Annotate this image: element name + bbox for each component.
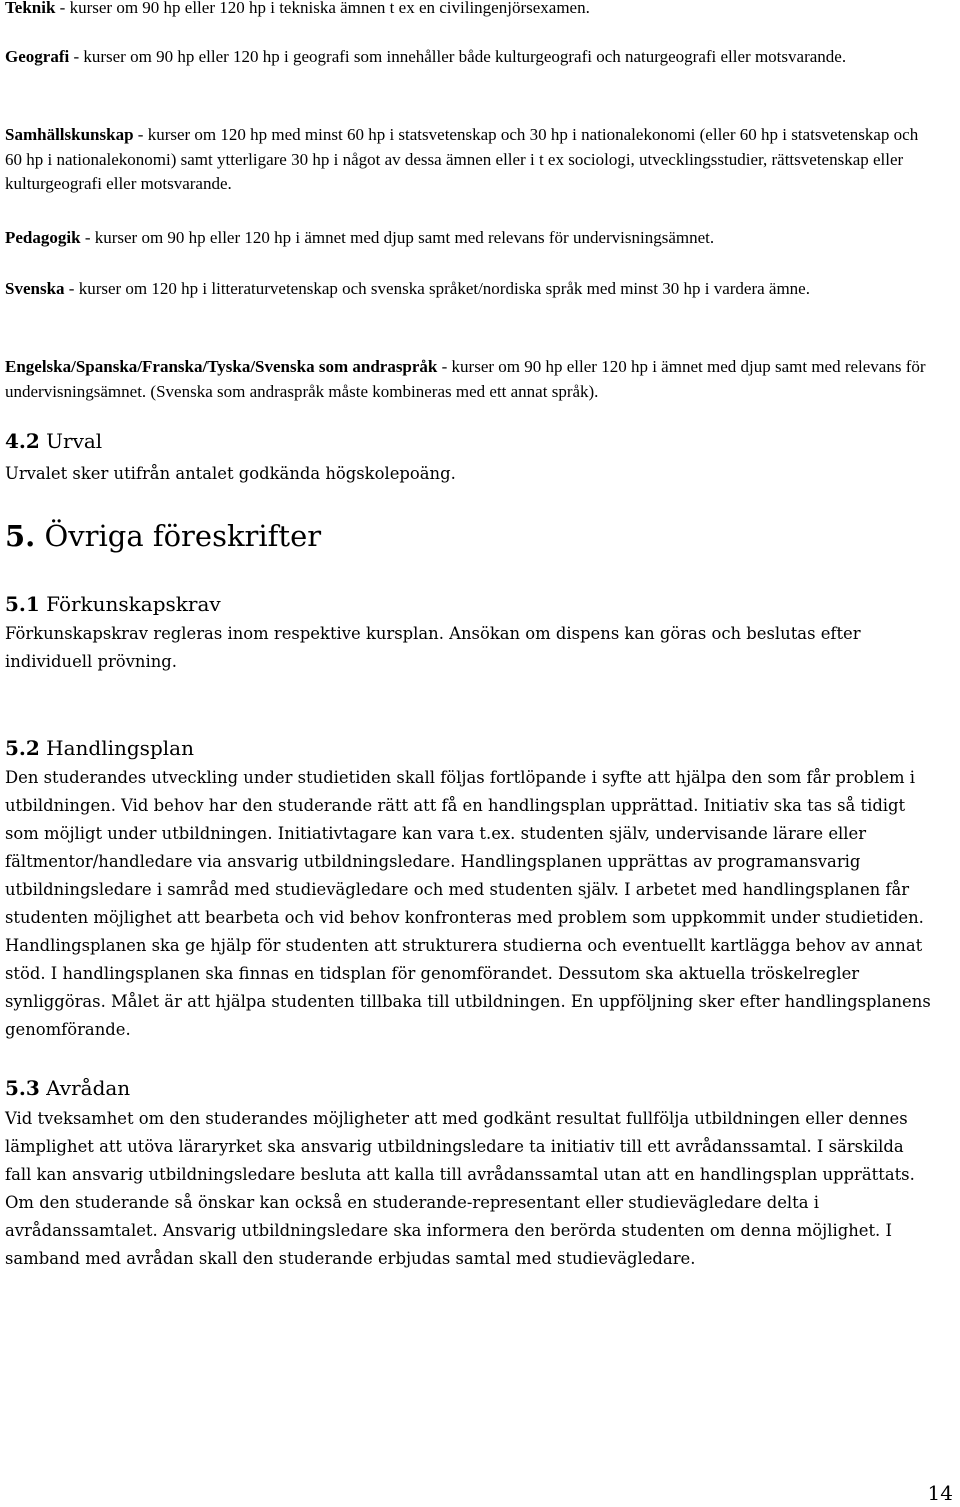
subject-svenska — [5, 277, 935, 302]
subject-name: Samhällskunskap — [5, 125, 134, 144]
section-title: Avrådan — [46, 1076, 131, 1100]
subject-text: - kurser om 120 hp i litteraturvetenskap och svenska språket/nordiska språk med minst 30 hp i vardera ämne. — [64, 279, 810, 298]
section-heading-avradan — [5, 1075, 130, 1101]
urval-text: Urvalet sker utifrån antalet godkända högskolepoäng. — [5, 464, 456, 483]
subject-text: - kurser om 120 hp med minst 60 hp i statsvetenskap och 30 hp i nationalekonomi (eller 60 hp i statsvetenskap och 60 hp i nationalekonomi) samt ytterligare 30 hp i något av dessa ämnen eller i t ex sociologi, utvecklingsstudier, rättsvetenskap eller kulturgeografi eller motsvarande. — [5, 125, 919, 193]
subject-samhallskunskap — [5, 123, 935, 197]
handlingsplan-text: Den studerandes utveckling under studietiden skall följas fortlöpande i syfte att hjälpa den som får problem i utbildningen. Vid behov har den studerande rätt att få en handlingsplan upprättad. Initiativ ska tas så tidigt som möjligt under utbildningen. Initiativtagare kan vara t.ex. studenten själv, undervisande lärare eller fältmentor/handledare via ansvarig utbildningsledare. Handlingsplanen upprättas av programansvarig utbildningsledare i samråd med studievägledare och med studenten själv. I arbetet med handlingsplanen får studenten möjlighet att bearbeta och vid behov konfronteras med problem som uppkommit under studietiden. Handlingsplanen ska ge hjälp för studenten att strukturera studierna och eventuellt kartlägga behov av annat stöd. I handlingsplanen ska finnas en tidsplan för genomförandet. Dessutom ska aktuella tröskelregler synliggöras. Målet är att hjälpa studenten tillbaka till utbildningen. En uppföljning sker efter handlingsplanens genomförande. — [5, 768, 931, 1039]
section-heading-handlingsplan — [5, 735, 194, 761]
subject-text: - kurser om 90 hp eller 120 hp i ämnet med djup samt med relevans för undervisningsämnet. (Svenska som andraspråk måste kombineras med ett annat språk). — [5, 357, 926, 401]
section-title: Handlingsplan — [46, 736, 194, 760]
forkunskapskrav-text: Förkunskapskrav regleras inom respektive kursplan. Ansökan om dispens kan göras och beslutas efter individuell prövning. — [5, 624, 861, 671]
subject-pedagogik — [5, 226, 935, 251]
section-number: 4.2 — [5, 429, 40, 453]
avradan-text: Vid tveksamhet om den studerandes möjligheter att med godkänt resultat fullfölja utbildningen eller dennes lämplighet att utöva läraryrket ska ansvarig utbildningsledare ta initiativ till ett avrådanssamtal. I särskilda fall kan ansvarig utbildningsledare besluta att kalla till avrådanssamtal utan att en handlingsplan upprättats. Om den studerande så önskar kan också en studerande-representant eller studievägledare delta i avrådanssamtalet. Ansvarig utbildningsledare ska informera den berörda studenten om denna möjlighet. I samband med avrådan skall den studerande erbjudas samtal med studievägledare. — [5, 1109, 915, 1268]
subject-sprak — [5, 355, 935, 404]
section-number: 5.2 — [5, 736, 40, 760]
subject-text: - kurser om 90 hp eller 120 hp i tekniska ämnen t ex en civilingenjörsexamen. — [55, 0, 590, 17]
subject-geografi — [5, 45, 935, 70]
subject-name: Pedagogik — [5, 228, 81, 247]
subject-name: Svenska — [5, 279, 65, 298]
subject-teknik — [5, 0, 935, 21]
subject-text: - kurser om 90 hp eller 120 hp i ämnet med djup samt med relevans för undervisningsämnet. — [80, 228, 715, 247]
section-number: 5. — [5, 519, 36, 553]
section-number: 5.3 — [5, 1076, 40, 1100]
section-heading-forkunskapskrav — [5, 591, 221, 617]
subject-name: Engelska/Spanska/Franska/Tyska/Svenska som andraspråk — [5, 357, 438, 376]
section-title: Urval — [46, 429, 103, 453]
subject-name: Geografi — [5, 47, 70, 66]
section-number: 5.1 — [5, 592, 40, 616]
section-heading-ovriga — [5, 518, 321, 554]
section-title: Övriga föreskrifter — [44, 519, 322, 553]
section-heading-urval — [5, 428, 102, 454]
subject-text: - kurser om 90 hp eller 120 hp i geografi som innehåller både kulturgeografi och naturgeografi eller motsvarande. — [69, 47, 847, 66]
subject-name: Teknik — [5, 0, 56, 17]
section-title: Förkunskapskrav — [46, 592, 221, 616]
page-number: 14 — [927, 1481, 953, 1505]
